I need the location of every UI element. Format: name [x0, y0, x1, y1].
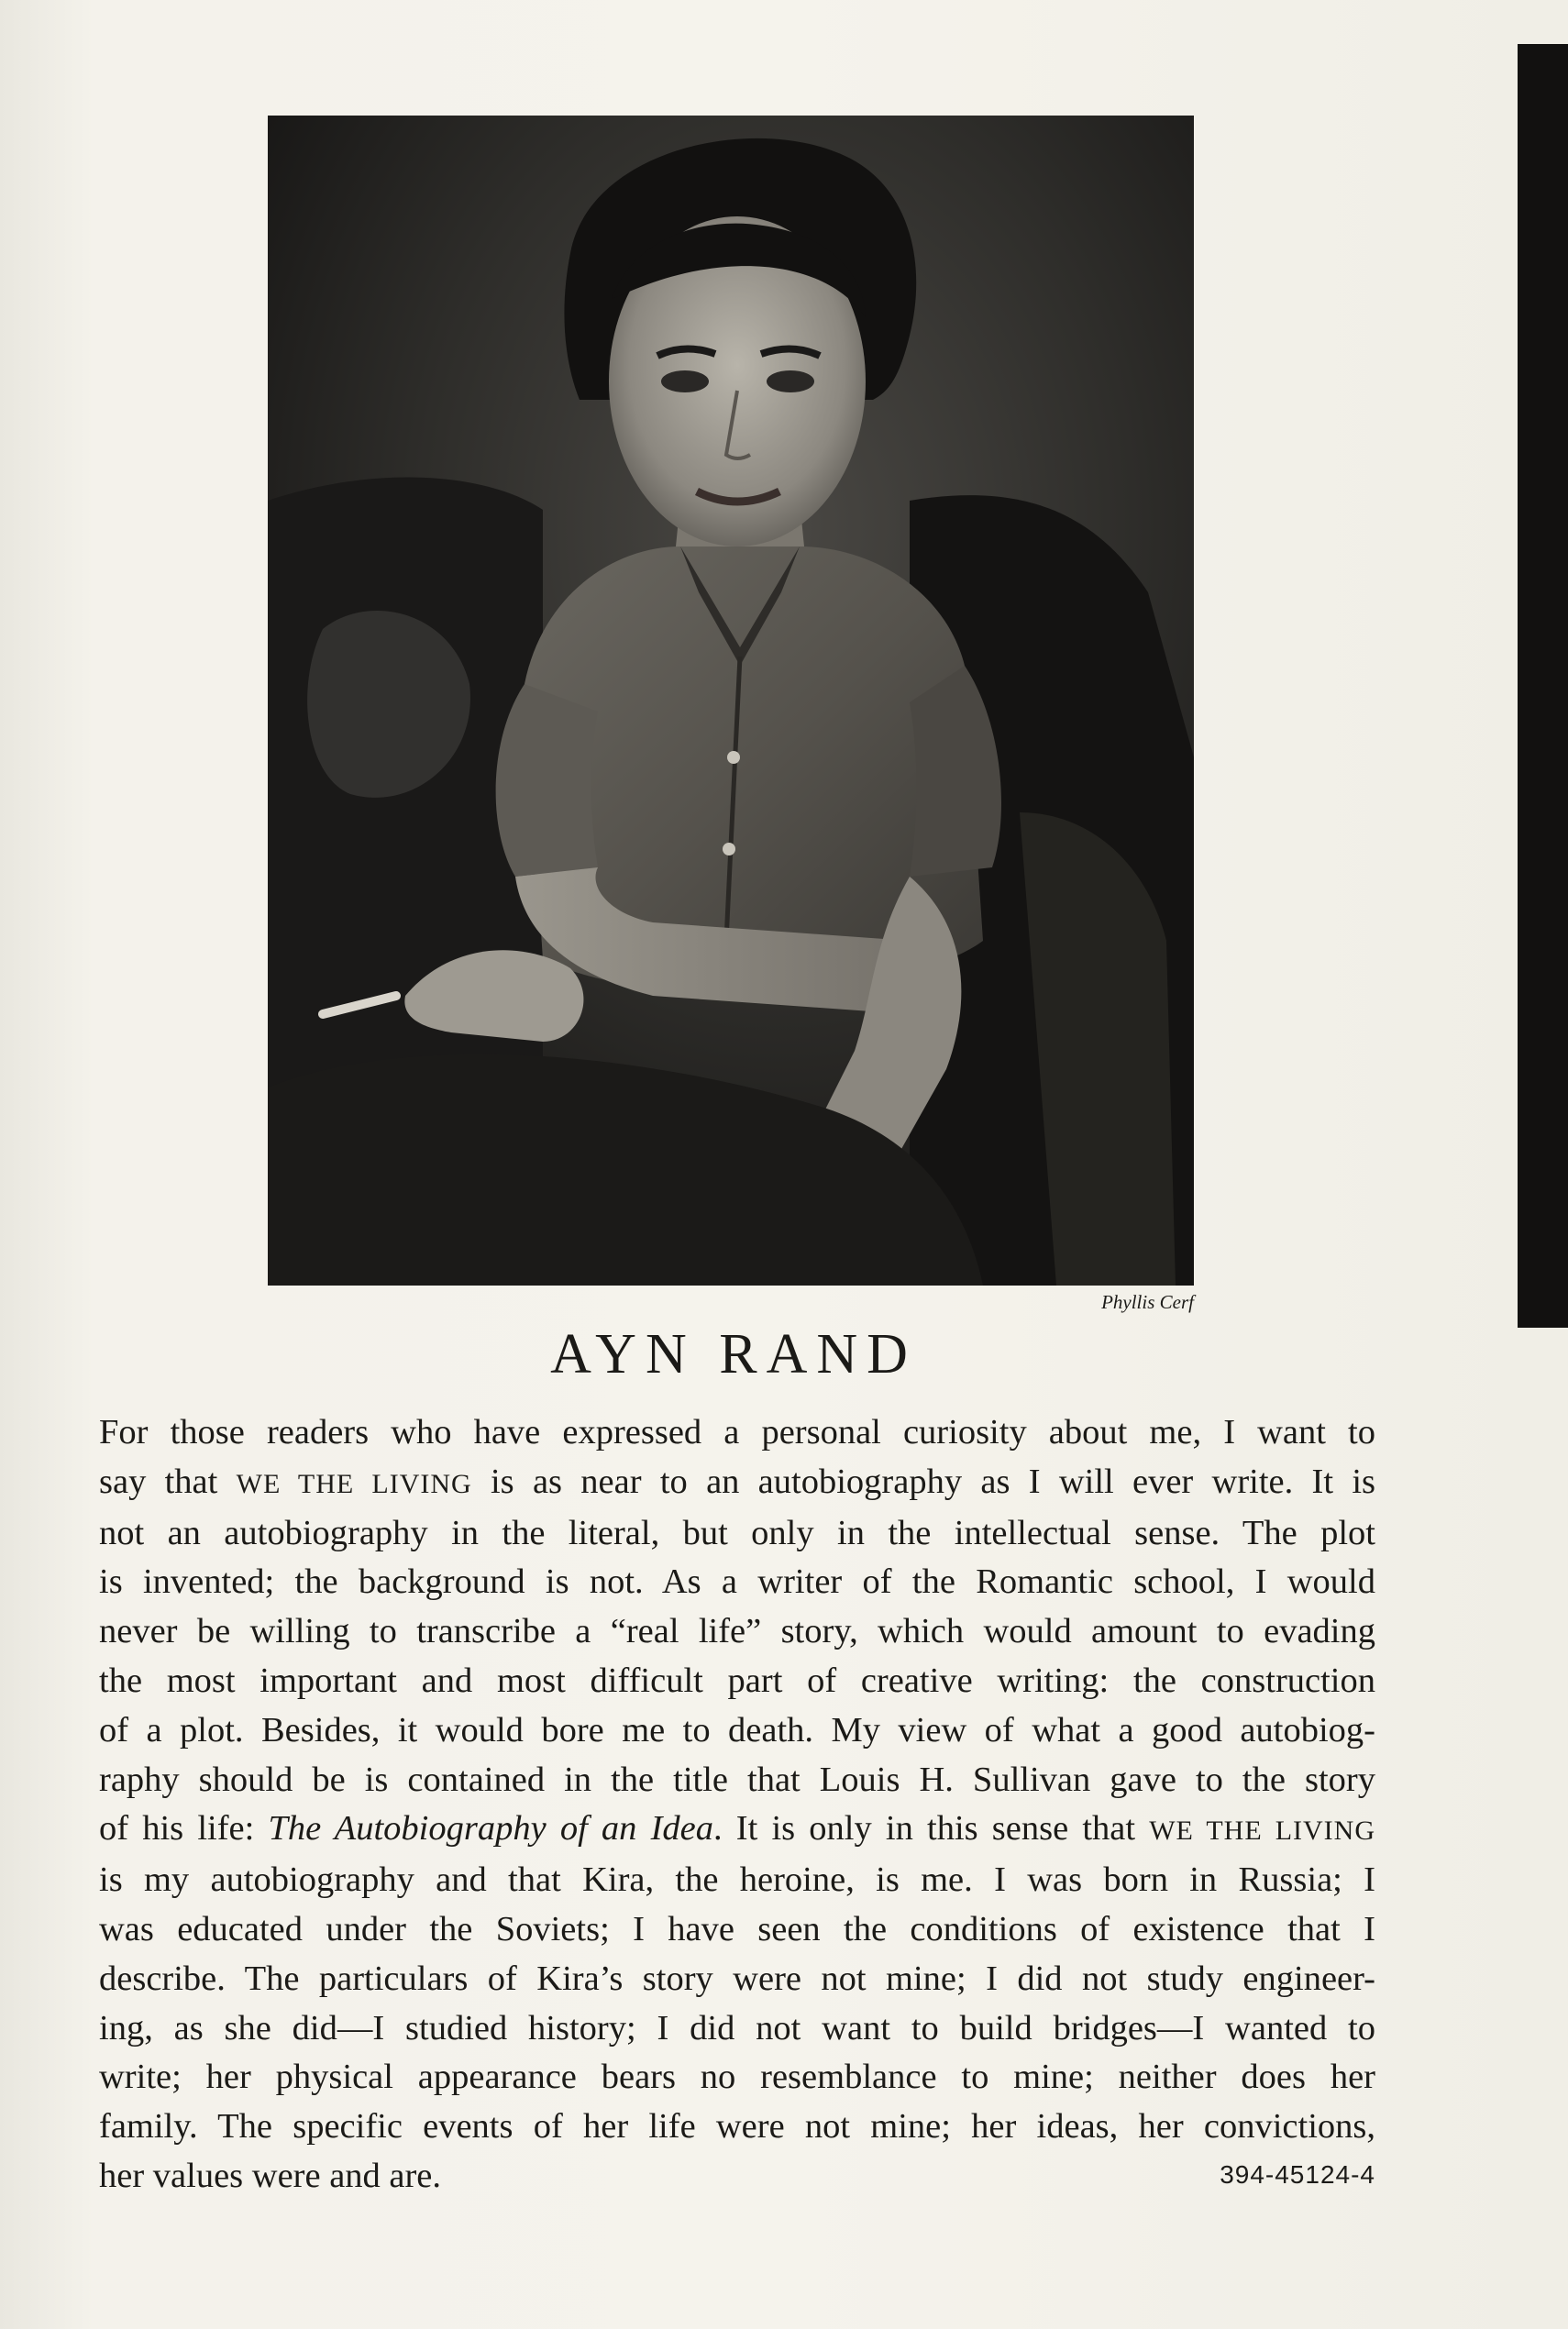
bio-text: of his life:: [99, 1809, 255, 1849]
book-title-italic: The Autobiography of an Idea: [268, 1809, 713, 1849]
bio-line: [99, 1805, 1375, 1856]
bio-line: of a plot. Besides, it would bore me to death. My view of what a good autobiog-: [99, 1710, 1375, 1750]
bio-line: never be willing to transcribe a “real life” story, which would amount to evading: [99, 1612, 1375, 1651]
bio-text: is as near to an autobiography as I will ever write. It is: [490, 1462, 1376, 1501]
book-title-small-caps: WE THE LIVING: [1149, 1816, 1375, 1847]
portrait-illustration: [268, 116, 1194, 1286]
bio-line: write; her physical appearance bears no resemblance to mine; neither does her: [99, 2058, 1375, 2097]
bio-line: is my autobiography and that Kira, the heroine, is me. I was born in Russia; I: [99, 1860, 1375, 1900]
author-name-heading: AYN RAND: [550, 1323, 917, 1385]
bio-line: the most important and most difficult part of creative writing: the construction: [99, 1661, 1375, 1700]
bio-line: For those readers who have expressed a personal curiosity about me, I want to: [99, 1413, 1375, 1451]
bio-line: raphy should be is contained in the title that Louis H. Sullivan gave to the story: [99, 1760, 1375, 1799]
bio-text: . It is only in this sense that: [713, 1809, 1136, 1849]
author-biography: [99, 1408, 1375, 2202]
bio-line: family. The specific events of her life were not mine; her ideas, her convictions,: [99, 2107, 1375, 2147]
spine-edge-bar: [1518, 44, 1568, 1328]
isbn-number: 394-45124-4: [1220, 2160, 1375, 2189]
book-title-small-caps: WE THE LIVING: [236, 1468, 472, 1499]
bio-text: say that: [99, 1462, 218, 1501]
bio-line: describe. The particulars of Kira’s story were not mine; I did not study engineer-: [99, 1959, 1375, 1998]
author-photo: [268, 116, 1194, 1286]
bio-line: not an autobiography in the literal, but only in the intellectual sense. The plot: [99, 1513, 1375, 1552]
bio-line: [99, 1458, 1375, 1509]
bio-line: is invented; the background is not. As a writer of the Romantic school, I would: [99, 1562, 1375, 1602]
bio-line: ing, as she did—I studied history; I did not want to build bridges—I wanted to: [99, 2008, 1375, 2048]
bio-line: was educated under the Soviets; I have seen the conditions of existence that I: [99, 1909, 1375, 1948]
bio-line: her values were and are.: [99, 2156, 442, 2195]
photo-credit: Phyllis Cerf: [1101, 1291, 1194, 1313]
